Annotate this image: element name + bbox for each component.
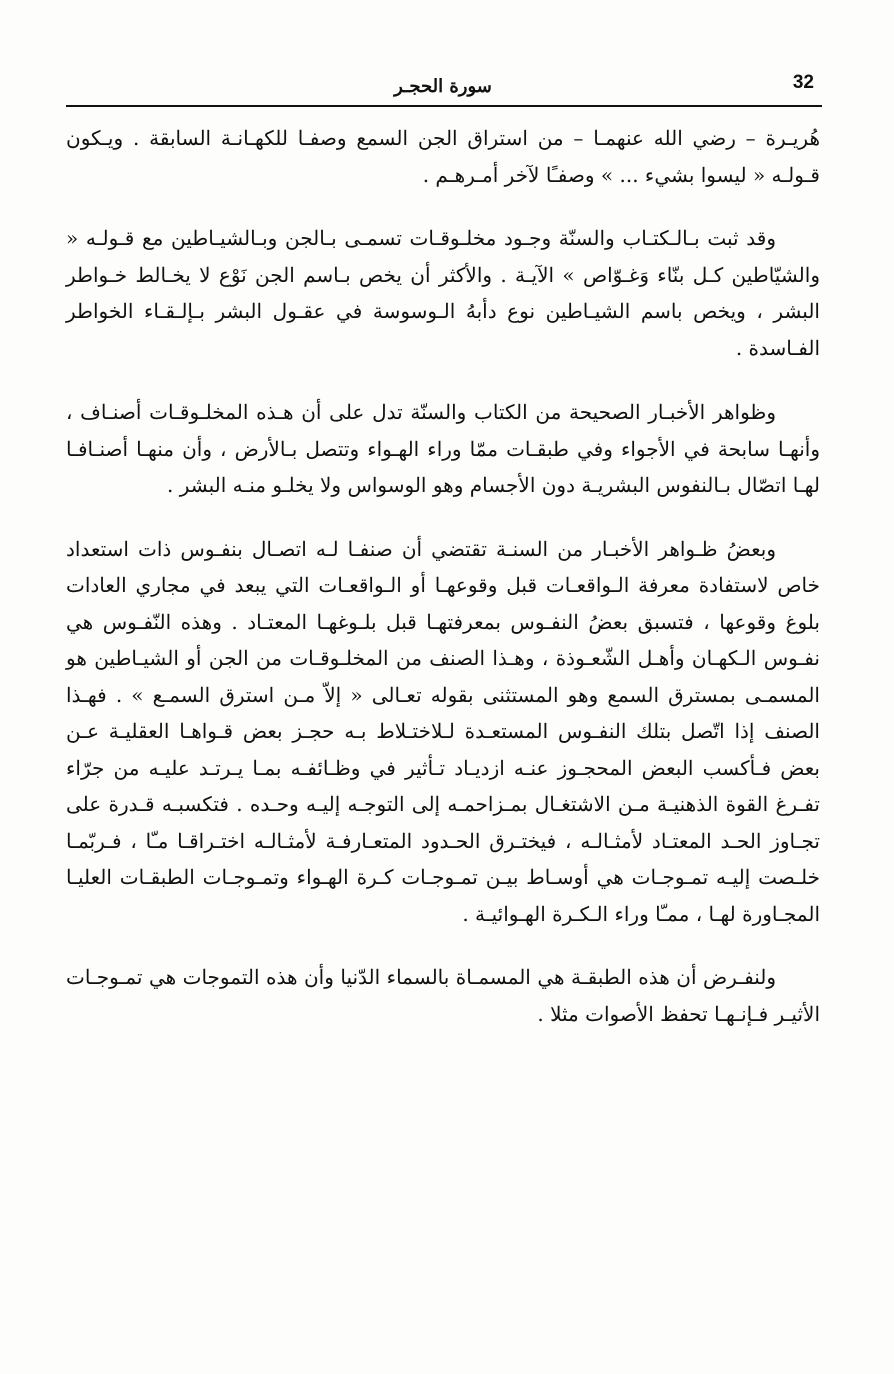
paragraph-3: وظواهر الأخبـار الصحيحة من الكتاب والسنّة تدل على أن هـذه المخلـوقـات أصنـاف ، وأنهـا سابحة في الأجواء وفي طبقـات ممّا وراء الهـواء وتتصل بـالأرض ، وأن منهـا أصنـافـا لهـا اتصّال بـالنفوس البشريـة دون الأجسام وهو الوسواس ولا يخلـو منـه البشر . — [66, 400, 820, 497]
page-number: 32 — [792, 72, 814, 93]
body-text — [66, 120, 820, 1032]
running-title: سورة الحجـر — [394, 76, 492, 97]
paragraph-4: وبعضُ ظـواهر الأخبـار من السنـة تقتضي أن صنفـا لـه اتصـال بنفـوس ذات استعداد خاص لاستفادة معرفة الـواقعـات قبل وقوعهـا أو الـواقعـات التي يبعد في مجاري العادات بلوغ وقوعها ، فتسبق بعضُ النفـوس بمعرفتهـا قبل بلـوغهـا المعتـاد . وهذه النّفـوس هي نفـوس الـكهـان وأهـل الشّعـوذة ، وهـذا الصنف من المخلـوقـات من الجن أو الشيـاطين هو المسمـى بمسترق السمع وهو المستثنى بقوله تعـالى « إلاّ مـن استرق السمـع » . فهـذا الصنف إذا اتّصل بتلك النفـوس المستعـدة لـلاختـلاط بـه حجـز بعض قـواهـا العقليـة عـن بعض فـأكسب البعض المحجـوز عنـه ازديـاد تـأثير في وظـائفـه بمـا يـرتـد عليـه من جرّاء تفـرغ القوة الذهنيـة مـن الاشتغـال بمـزاحمـه إلى التوجـه إليـه وحـده . فتكسبـه قـدرة على تجـاوز الحـد المعتـاد لأمثـالـه ، فيختـرق الحـدود المتعـارفـة لأمثـالـه اختـراقـا مـّا ، فـربّمـا خلـصت إليـه تمـوجـات هي أوسـاط بيـن تمـوجـات كـرة الهـواء وتمـوجـات الطبقـات العليـا المجـاورة لهـا ، ممـّا وراء الـكـرة الهـوائيـة . — [66, 536, 820, 926]
paragraph-1: هُريـرة – رضي الله عنهمـا – من استراق الجن السمع وصفـا للكهـانـة السابقة . ويـكون قـولـه « ليسوا بشيء ... » وصفـًا لآخر أمـرهـم . — [66, 126, 820, 187]
page-header — [66, 68, 820, 104]
paragraph-2: وقد ثبت بـالـكتـاب والسنّة وجـود مخلـوقـات تسمـى بـالجن وبـالشيـاطين مع قـولـه « والشيّاطين كـل بنّاء وَغـوّاص » الآيـة . والأكثر أن يخص بـاسم الجن نَوْع لا يخـالط خـواطر البشر ، ويخص باسم الشيـاطين نوع دأبهُ الـوسوسة في عقـول البشر بـإلـقـاء الخواطر الفـاسدة . — [66, 226, 820, 360]
header-divider — [66, 105, 822, 107]
paragraph-5: ولنفـرض أن هذه الطبقـة هي المسمـاة بالسماء الدّنيا وأن هذه التموجات هي تمـوجـات الأثيـر فـإنـهـا تحفظ الأصوات مثلا . — [66, 965, 820, 1026]
